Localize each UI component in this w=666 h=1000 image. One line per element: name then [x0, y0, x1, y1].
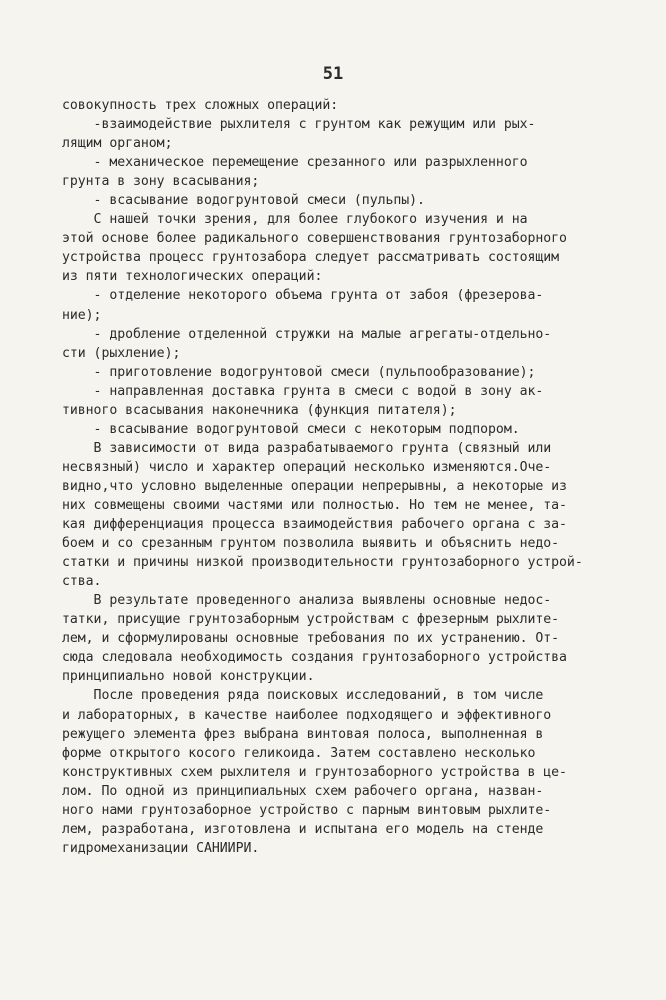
text-line: гидромеханизации САНИИРИ. — [62, 840, 260, 856]
text-line: - всасывание водогрунтовой смеси (пульпы). — [62, 193, 425, 209]
text-line: ние); — [62, 307, 102, 323]
text-line: лящим органом; — [62, 136, 173, 152]
text-line: - дробление отделенной стружки на малые агрегаты-отдельно- — [62, 326, 552, 342]
text-line: принципиально новой конструкции. — [62, 669, 315, 685]
text-line: лем, разработана, изготовлена и испытана его модель на стенде — [62, 821, 544, 837]
text-line: -взаимодействие рыхлителя с грунтом как режущим или рых- — [62, 117, 536, 133]
text-line: - направленная доставка грунта в смеси с водой в зону ак- — [62, 383, 544, 399]
text-line: совокупность трех сложных операций: — [62, 98, 339, 113]
text-line: - всасывание водогрунтовой смеси с некоторым подпором. — [62, 421, 520, 437]
text-line: В результате проведенного анализа выявлены основные недос- — [62, 593, 552, 609]
text-line: В зависимости от вида разрабатываемого грунта (связный или — [62, 440, 552, 456]
text-line: и лабораторных, в качестве наиболее подходящего и эффективного — [62, 707, 552, 723]
body-text — [62, 96, 602, 858]
text-line: конструктивных схем рыхлителя и грунтозаборного устройства в це- — [62, 764, 567, 780]
text-line: грунта в зону всасывания; — [62, 174, 260, 190]
text-line: ного нами грунтозаборное устройство с парным винтовым рыхлите- — [62, 802, 552, 818]
text-line: боем и со срезанным грунтом позволила выявить и объяснить недо- — [62, 536, 560, 552]
text-line: - отделение некоторого объема грунта от забоя (фрезерова- — [62, 288, 544, 304]
text-line: из пяти технологических операций: — [62, 269, 323, 285]
text-line: ства. — [62, 574, 102, 590]
text-line: татки, присущие грунтозаборным устройствам с фрезерным рыхлите- — [62, 612, 560, 628]
text-line: устройства процесс грунтозабора следует рассматривать состоящим — [62, 250, 560, 266]
text-line: несвязный) число и характер операций несколько изменяются.Оче- — [62, 459, 552, 475]
text-line: них совмещены своими частями или полностью. Но тем не менее, та- — [62, 497, 567, 513]
text-line: сти (рыхление); — [62, 345, 181, 361]
page-number: 51 — [322, 64, 344, 84]
text-line: кая дифференциация процесса взаимодействия рабочего органа с за- — [62, 517, 567, 533]
text-line: После проведения ряда поисковых исследований, в том числе — [62, 688, 544, 704]
text-line: - приготовление водогрунтовой смеси (пульпообразование); — [62, 364, 536, 380]
text-line: тивного всасывания наконечника (функция питателя); — [62, 402, 457, 418]
text-line: С нашей точки зрения, для более глубокого изучения и на — [62, 212, 528, 228]
text-line: лем, и сформулированы основные требования по их устранению. От- — [62, 631, 560, 647]
text-line: сюда следовала необходимость создания грунтозаборного устройства — [62, 650, 567, 666]
text-line: статки и причины низкой производительности грунтозаборного устрой- — [62, 555, 583, 571]
text-line: режущего элемента фрез выбрана винтовая полоса, выполненная в — [62, 726, 544, 742]
text-line: видно,что условно выделенные операции непрерывны, а некоторые из — [62, 478, 567, 494]
text-line: лом. По одной из принципиальных схем рабочего органа, назван- — [62, 783, 544, 799]
text-line: этой основе более радикального совершенствования грунтозаборного — [62, 231, 567, 247]
text-line: форме открытого косого геликоида. Затем составлено несколько — [62, 745, 536, 761]
text-line: - механическое перемещение срезанного или разрыхленного — [62, 155, 528, 171]
